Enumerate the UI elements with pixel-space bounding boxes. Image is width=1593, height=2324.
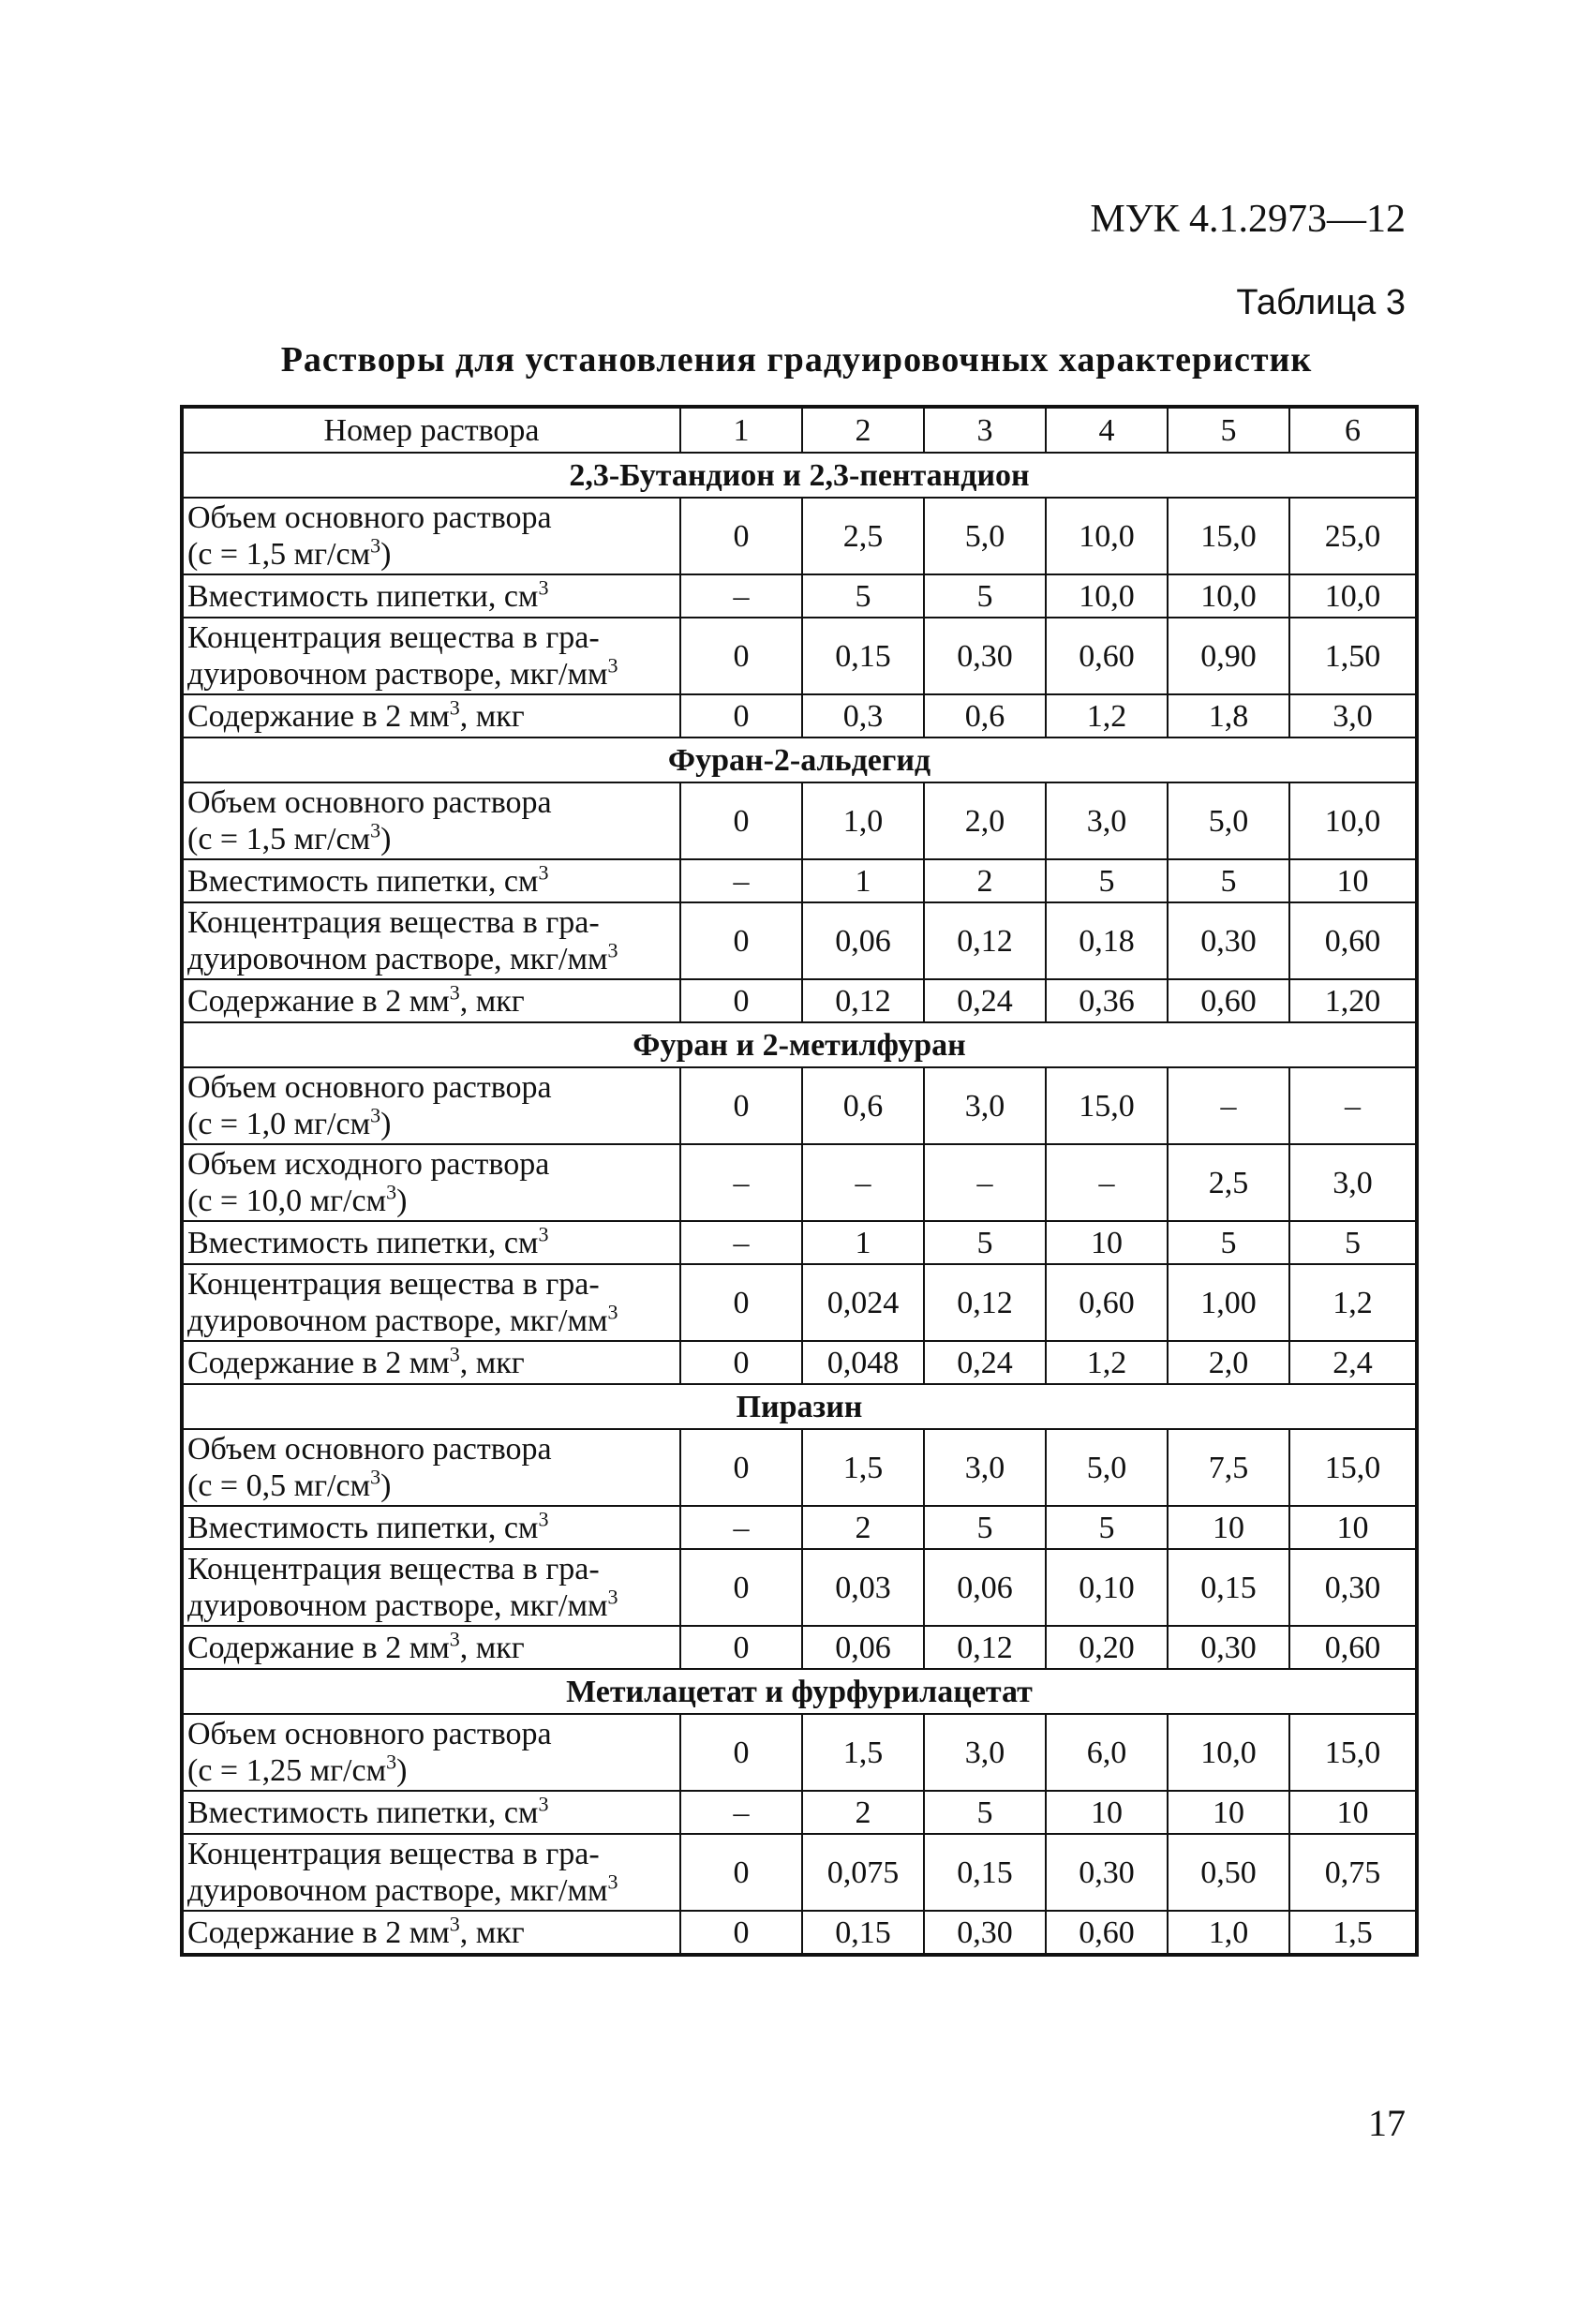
row-label — [182, 782, 680, 859]
value-cell: 10,0 — [1289, 574, 1417, 618]
value-cell: 0,15 — [924, 1834, 1046, 1911]
value-cell: 0 — [680, 1429, 802, 1506]
row-label-line: Вместимость пипетки, $см^3$ — [187, 575, 549, 614]
value-cell: – — [680, 1221, 802, 1264]
row-label — [182, 1429, 680, 1506]
value-cell: 0 — [680, 1714, 802, 1791]
table-row — [182, 1626, 1417, 1669]
table-row — [182, 1791, 1417, 1834]
table-row — [182, 902, 1417, 979]
column-header: 3 — [924, 407, 1046, 453]
value-cell: 10,0 — [1168, 1714, 1289, 1791]
value-cell: 0,06 — [802, 902, 924, 979]
row-label-line: Содержание в 2 $мм^3$, мкг — [187, 695, 525, 734]
section-title: Метилацетат и фурфурилацетат — [182, 1669, 1417, 1714]
value-cell: 10 — [1289, 1791, 1417, 1834]
value-cell: – — [802, 1144, 924, 1221]
row-label-line: дуировочном растворе, мкг/$мм^3$ — [187, 1585, 618, 1623]
table-row — [182, 979, 1417, 1022]
value-cell: 15,0 — [1168, 498, 1289, 574]
value-cell: 0 — [680, 902, 802, 979]
value-cell: 0,06 — [802, 1626, 924, 1669]
value-cell: 5 — [924, 1791, 1046, 1834]
value-cell: – — [680, 1791, 802, 1834]
row-label — [182, 618, 680, 694]
value-cell: 0,10 — [1046, 1549, 1168, 1626]
value-cell: 5 — [924, 1221, 1046, 1264]
value-cell: 0 — [680, 1067, 802, 1144]
value-cell: 5 — [1046, 1506, 1168, 1549]
table-label: Таблица 3 — [1236, 283, 1406, 322]
value-cell: 10 — [1046, 1791, 1168, 1834]
value-cell: 0 — [680, 782, 802, 859]
section-title: Фуран-2-альдегид — [182, 737, 1417, 782]
value-cell: 1,0 — [1168, 1911, 1289, 1955]
row-label-line: дуировочном растворе, мкг/$мм^3$ — [187, 1870, 618, 1908]
row-label — [182, 859, 680, 902]
value-cell: 0,12 — [924, 1264, 1046, 1341]
value-cell: 5 — [1289, 1221, 1417, 1264]
row-label-line: (с = 10,0 $мг/см^3$) — [187, 1180, 408, 1218]
value-cell: 1,2 — [1046, 1341, 1168, 1384]
value-cell: 1,8 — [1168, 694, 1289, 737]
row-label-line: дуировочном растворе, мкг/$мм^3$ — [187, 938, 618, 976]
value-cell: 10 — [1289, 859, 1417, 902]
row-label-line: дуировочном растворе, мкг/$мм^3$ — [187, 1300, 618, 1338]
value-cell: 0,3 — [802, 694, 924, 737]
value-cell: 3,0 — [1046, 782, 1168, 859]
value-cell: 0,90 — [1168, 618, 1289, 694]
row-label — [182, 694, 680, 737]
table-row — [182, 1221, 1417, 1264]
row-label — [182, 1067, 680, 1144]
value-cell: 0,6 — [802, 1067, 924, 1144]
value-cell: 0 — [680, 979, 802, 1022]
table-row — [182, 1549, 1417, 1626]
value-cell: 0,30 — [1168, 902, 1289, 979]
table-header-row — [182, 407, 1417, 453]
value-cell: 0 — [680, 498, 802, 574]
value-cell: 3,0 — [924, 1429, 1046, 1506]
value-cell: 0,075 — [802, 1834, 924, 1911]
row-label-line: (с = 0,5 $мг/см^3$) — [187, 1465, 392, 1503]
value-cell: 0,06 — [924, 1549, 1046, 1626]
value-cell: 0,60 — [1289, 902, 1417, 979]
value-cell: 10,0 — [1046, 574, 1168, 618]
value-cell: 5 — [802, 574, 924, 618]
table-row — [182, 1834, 1417, 1911]
value-cell: 0,24 — [924, 979, 1046, 1022]
row-label-line: Объем основного раствора — [187, 1717, 552, 1751]
row-label — [182, 1626, 680, 1669]
value-cell: – — [1046, 1144, 1168, 1221]
table-row — [182, 618, 1417, 694]
row-label-line: Объем основного раствора — [187, 785, 552, 820]
value-cell: 5 — [1168, 859, 1289, 902]
value-cell: – — [680, 1144, 802, 1221]
value-cell: – — [1168, 1067, 1289, 1144]
value-cell: – — [680, 574, 802, 618]
row-label — [182, 1834, 680, 1911]
value-cell: 0 — [680, 694, 802, 737]
column-header: 6 — [1289, 407, 1417, 453]
value-cell: 0 — [680, 618, 802, 694]
value-cell: 2 — [924, 859, 1046, 902]
table-row — [182, 1264, 1417, 1341]
value-cell: 5,0 — [924, 498, 1046, 574]
value-cell: 6,0 — [1046, 1714, 1168, 1791]
section-title: Фуран и 2-метилфуран — [182, 1022, 1417, 1067]
row-label — [182, 1714, 680, 1791]
value-cell: 0,15 — [1168, 1549, 1289, 1626]
table-row — [182, 694, 1417, 737]
value-cell: 1,5 — [802, 1714, 924, 1791]
value-cell: 1,0 — [802, 782, 924, 859]
value-cell: 3,0 — [1289, 694, 1417, 737]
value-cell: 0 — [680, 1911, 802, 1955]
row-label-line: Концентрация вещества в гра- — [187, 1267, 600, 1302]
value-cell: 1 — [802, 1221, 924, 1264]
table-row — [182, 1911, 1417, 1955]
row-label-line: Концентрация вещества в гра- — [187, 620, 600, 655]
row-label-line: (с = 1,5 $мг/см^3$) — [187, 818, 392, 857]
value-cell: 0,50 — [1168, 1834, 1289, 1911]
column-header: 4 — [1046, 407, 1168, 453]
value-cell: 2 — [802, 1506, 924, 1549]
value-cell: 0,12 — [924, 1626, 1046, 1669]
row-label — [182, 1341, 680, 1384]
value-cell: 10,0 — [1046, 498, 1168, 574]
section-title: 2,3-Бутандион и 2,3-пентандион — [182, 453, 1417, 498]
row-label — [182, 1144, 680, 1221]
table-row — [182, 782, 1417, 859]
value-cell: 0,20 — [1046, 1626, 1168, 1669]
row-label-line: Вместимость пипетки, $см^3$ — [187, 1507, 549, 1545]
value-cell: 10 — [1289, 1506, 1417, 1549]
value-cell: 1,2 — [1046, 694, 1168, 737]
table-title: Растворы для установления градуировочных характеристик — [280, 340, 1313, 380]
value-cell: 3,0 — [924, 1714, 1046, 1791]
column-header: 1 — [680, 407, 802, 453]
document-code: МУК 4.1.2973—12 — [1090, 198, 1406, 241]
row-label-line: Содержание в 2 $мм^3$, мкг — [187, 1912, 525, 1950]
value-cell: 0,12 — [802, 979, 924, 1022]
row-label — [182, 1911, 680, 1955]
value-cell: 10 — [1168, 1506, 1289, 1549]
value-cell: 0 — [680, 1264, 802, 1341]
value-cell: – — [1289, 1067, 1417, 1144]
section-title: Пиразин — [182, 1384, 1417, 1429]
value-cell: 0,30 — [1046, 1834, 1168, 1911]
row-label — [182, 1221, 680, 1264]
value-cell: 0,12 — [924, 902, 1046, 979]
table-row — [182, 1067, 1417, 1144]
table-body — [182, 407, 1417, 1955]
value-cell: 2,5 — [1168, 1144, 1289, 1221]
value-cell: 0,60 — [1046, 1911, 1168, 1955]
value-cell: 2,4 — [1289, 1341, 1417, 1384]
row-label — [182, 574, 680, 618]
value-cell: 0,6 — [924, 694, 1046, 737]
row-label-line: Вместимость пипетки, $см^3$ — [187, 1792, 549, 1830]
value-cell: 2,0 — [1168, 1341, 1289, 1384]
value-cell: 2 — [802, 1791, 924, 1834]
value-cell: 0,30 — [1289, 1549, 1417, 1626]
value-cell: 0 — [680, 1549, 802, 1626]
section-header-row — [182, 737, 1417, 782]
row-label — [182, 498, 680, 574]
row-label — [182, 1549, 680, 1626]
value-cell: 0,30 — [924, 618, 1046, 694]
value-cell: 1 — [802, 859, 924, 902]
row-label — [182, 1264, 680, 1341]
table-row — [182, 1429, 1417, 1506]
value-cell: 3,0 — [924, 1067, 1046, 1144]
value-cell: 0,15 — [802, 618, 924, 694]
value-cell: 0,03 — [802, 1549, 924, 1626]
value-cell: 0,36 — [1046, 979, 1168, 1022]
row-label-line: дуировочном растворе, мкг/$мм^3$ — [187, 653, 618, 692]
row-label-line: Содержание в 2 $мм^3$, мкг — [187, 1342, 525, 1380]
value-cell: 0,048 — [802, 1341, 924, 1384]
value-cell: 15,0 — [1289, 1714, 1417, 1791]
row-label-line: (с = 1,25 $мг/см^3$) — [187, 1750, 408, 1788]
section-header-row — [182, 1022, 1417, 1067]
value-cell: 0,60 — [1046, 618, 1168, 694]
value-cell: 2,5 — [802, 498, 924, 574]
column-header-solution-number: Номер раствора — [182, 407, 680, 453]
table-row — [182, 498, 1417, 574]
column-header: 2 — [802, 407, 924, 453]
row-label — [182, 902, 680, 979]
row-label-line: Вместимость пипетки, $см^3$ — [187, 860, 549, 899]
row-label-line: Концентрация вещества в гра- — [187, 1552, 600, 1587]
value-cell: 10,0 — [1168, 574, 1289, 618]
value-cell: 5 — [924, 1506, 1046, 1549]
value-cell: 1,5 — [802, 1429, 924, 1506]
row-label-line: Вместимость пипетки, $см^3$ — [187, 1222, 549, 1260]
row-label — [182, 979, 680, 1022]
row-label-line: (с = 1,5 $мг/см^3$) — [187, 533, 392, 572]
calibration-solutions-table — [180, 405, 1419, 1957]
value-cell: 5 — [924, 574, 1046, 618]
value-cell: 0,60 — [1289, 1626, 1417, 1669]
value-cell: 10 — [1168, 1791, 1289, 1834]
row-label-line: Объем исходного раствора — [187, 1147, 550, 1182]
section-header-row — [182, 1669, 1417, 1714]
value-cell: 2,0 — [924, 782, 1046, 859]
row-label-line: Концентрация вещества в гра- — [187, 1837, 600, 1871]
row-label-line: Объем основного раствора — [187, 1432, 552, 1467]
value-cell: – — [680, 859, 802, 902]
column-header: 5 — [1168, 407, 1289, 453]
row-label — [182, 1791, 680, 1834]
row-label-line: Концентрация вещества в гра- — [187, 905, 600, 940]
value-cell: 0 — [680, 1834, 802, 1911]
value-cell: 5 — [1046, 859, 1168, 902]
value-cell: 0,24 — [924, 1341, 1046, 1384]
value-cell: 0,30 — [924, 1911, 1046, 1955]
row-label-line: Содержание в 2 $мм^3$, мкг — [187, 980, 525, 1019]
value-cell: 25,0 — [1289, 498, 1417, 574]
value-cell: 1,50 — [1289, 618, 1417, 694]
row-label-line: Объем основного раствора — [187, 1070, 552, 1105]
value-cell: 15,0 — [1289, 1429, 1417, 1506]
value-cell: 0,15 — [802, 1911, 924, 1955]
value-cell: 7,5 — [1168, 1429, 1289, 1506]
table-row — [182, 1506, 1417, 1549]
value-cell: 1,2 — [1289, 1264, 1417, 1341]
row-label — [182, 1506, 680, 1549]
row-label-line: Содержание в 2 $мм^3$, мкг — [187, 1627, 525, 1665]
section-header-row — [182, 453, 1417, 498]
value-cell: 0,60 — [1168, 979, 1289, 1022]
value-cell: 5,0 — [1046, 1429, 1168, 1506]
value-cell: 0,024 — [802, 1264, 924, 1341]
value-cell: 15,0 — [1046, 1067, 1168, 1144]
value-cell: 0,75 — [1289, 1834, 1417, 1911]
value-cell: 0,18 — [1046, 902, 1168, 979]
value-cell: 10 — [1046, 1221, 1168, 1264]
value-cell: 0,30 — [1168, 1626, 1289, 1669]
value-cell: 3,0 — [1289, 1144, 1417, 1221]
value-cell: 1,00 — [1168, 1264, 1289, 1341]
table-row — [182, 1341, 1417, 1384]
value-cell: 5,0 — [1168, 782, 1289, 859]
table-row — [182, 1144, 1417, 1221]
value-cell: 1,5 — [1289, 1911, 1417, 1955]
value-cell: – — [680, 1506, 802, 1549]
value-cell: 0 — [680, 1626, 802, 1669]
value-cell: 5 — [1168, 1221, 1289, 1264]
page-number: 17 — [1368, 2102, 1406, 2144]
value-cell: 10,0 — [1289, 782, 1417, 859]
value-cell: – — [924, 1144, 1046, 1221]
section-header-row — [182, 1384, 1417, 1429]
value-cell: 0,60 — [1046, 1264, 1168, 1341]
table-row — [182, 574, 1417, 618]
table-row — [182, 859, 1417, 902]
value-cell: 1,20 — [1289, 979, 1417, 1022]
row-label-line: (с = 1,0 $мг/см^3$) — [187, 1103, 392, 1141]
table-row — [182, 1714, 1417, 1791]
row-label-line: Объем основного раствора — [187, 500, 552, 535]
value-cell: 0 — [680, 1341, 802, 1384]
